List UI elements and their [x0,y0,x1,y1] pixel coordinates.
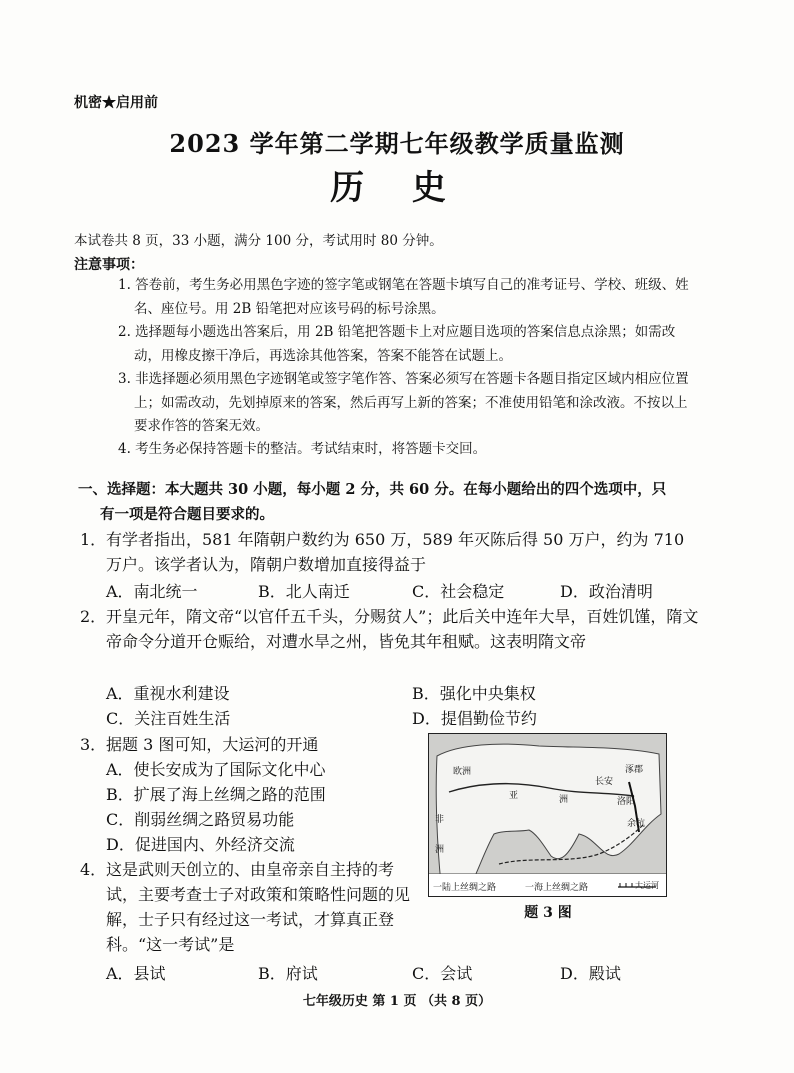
option-b[interactable]: B．强化中央集权 [412,684,536,703]
exam-intro: 本试卷共 8 页，33 小题，满分 100 分，考试用时 80 分钟。 [74,233,443,249]
question-number: 3． [80,735,107,754]
option-c[interactable]: C．关注百姓生活 [106,709,231,728]
question-1 [80,527,700,577]
option-c[interactable]: C．削弱丝绸之路贸易功能 [106,810,295,829]
option-d[interactable]: D．促进国内、外经济交流 [106,835,295,854]
question-number: 4． [80,860,107,879]
notice-heading: 注意事项： [74,257,144,273]
question-text: 开皇元年，隋文帝“以官仟五千头，分赐贫人”；此后关中连年大旱，百姓饥馑，隋文帝命令分道开仓赈给，对遭水旱之州，皆免其年租赋。这表明隋文帝 [106,607,699,651]
option-a[interactable]: A．重视水利建设 [106,684,230,703]
option-d[interactable]: D．殿试 [560,964,621,983]
map-label-yuhang: 余杭 [627,819,646,829]
notice-item: 2. 选择题每小题选出答案后，用 2B 铅笔把答题卡上对应题目选项的答案信息点涂黑；如需改动，用橡皮擦干净后，再选涂其他答案，答案不能答在试题上。 [118,324,676,364]
option-c[interactable]: C．社会稳定 [412,582,505,601]
question-text: 据题 3 图可知，大运河的开通 [106,735,319,754]
section-heading-line1: 一、选择题：本大题共 30 小题，每小题 2 分，共 60 分。在每小题给出的四个选项中，只 [78,481,667,498]
exam-title: 2023 学年第二学期七年级教学质量监测 [169,129,625,158]
question-text: 这是武则天创立的、由皇帝亲自主持的考试，主要考查士子对政策和策略性问题的见解，士子只有经过这一考试，才算真正登科。“这一考试”是 [106,860,411,954]
legend-grand-canal: 大运河 [635,881,659,890]
subject-title: 历 史 [330,168,464,208]
page-footer: 七年级历史 第 1 页 （共 8 页） [302,994,492,1009]
silk-road-canal-map [428,733,667,897]
question-number: 1． [80,530,107,549]
option-a[interactable]: A．使长安成为了国际文化中心 [106,760,326,779]
map-label-europe: 欧洲 [453,767,472,777]
option-a[interactable]: A．南北统一 [106,582,198,601]
map-caption: 题 3 图 [524,905,572,921]
option-b[interactable]: B．府试 [258,964,318,983]
map-label-africa: 非 [435,815,445,825]
notice-item: 3. 非选择题必须用黑色字迹钢笔或签字笔作答、答案必须写在答题卡各题目指定区域内相应位置上；如需改动，先划掉原来的答案，然后再写上新的答案；不准使用铅笔和涂改液。不按以上要求作答的答案无效。 [118,371,689,434]
question-2 [80,604,700,654]
question-3 [80,732,410,757]
confidential-label: 机密★启用前 [74,95,158,111]
legend-land-route: 一陆上丝绸之路 [433,883,497,893]
question-text: 有学者指出，581 年隋朝户数约为 650 万，589 年灭陈后得 50 万户，约为 710 万户。该学者认为，隋朝户数增加直接得益于 [106,530,685,574]
notice-item: 4. 考生务必保持答题卡的整洁。考试结束时，将答题卡交回。 [118,441,487,457]
map-label-changan: 长安 [595,777,614,787]
question-4 [80,857,420,957]
map-label-asia: 洲 [559,795,569,805]
option-d[interactable]: D．政治清明 [560,582,653,601]
option-b[interactable]: B．扩展了海上丝绸之路的范围 [106,785,326,804]
question-number: 2． [80,607,107,626]
section-heading [78,477,678,527]
option-c[interactable]: C．会试 [412,964,473,983]
map-label-africa: 洲 [435,845,445,855]
map-label-zhuojun: 涿郡 [625,765,644,775]
map-label-asia: 亚 [509,791,519,801]
notice-item: 1. 答卷前，考生务必用黑色字迹的签字笔或钢笔在答题卡填写自己的准考证号、学校、班级、姓名、座位号。用 2B 铅笔把对应该号码的标号涂黑。 [118,277,689,317]
option-b[interactable]: B．北人南迁 [258,582,350,601]
map-graphic [429,734,666,896]
legend-sea-route: 一海上丝绸之路 [525,883,589,893]
map-label-luoyang: 洛阳 [617,797,636,807]
option-a[interactable]: A．县试 [106,964,166,983]
option-d[interactable]: D．提倡勤俭节约 [412,709,537,728]
section-heading-line2: 有一项是符合题目要求的。 [100,506,274,523]
